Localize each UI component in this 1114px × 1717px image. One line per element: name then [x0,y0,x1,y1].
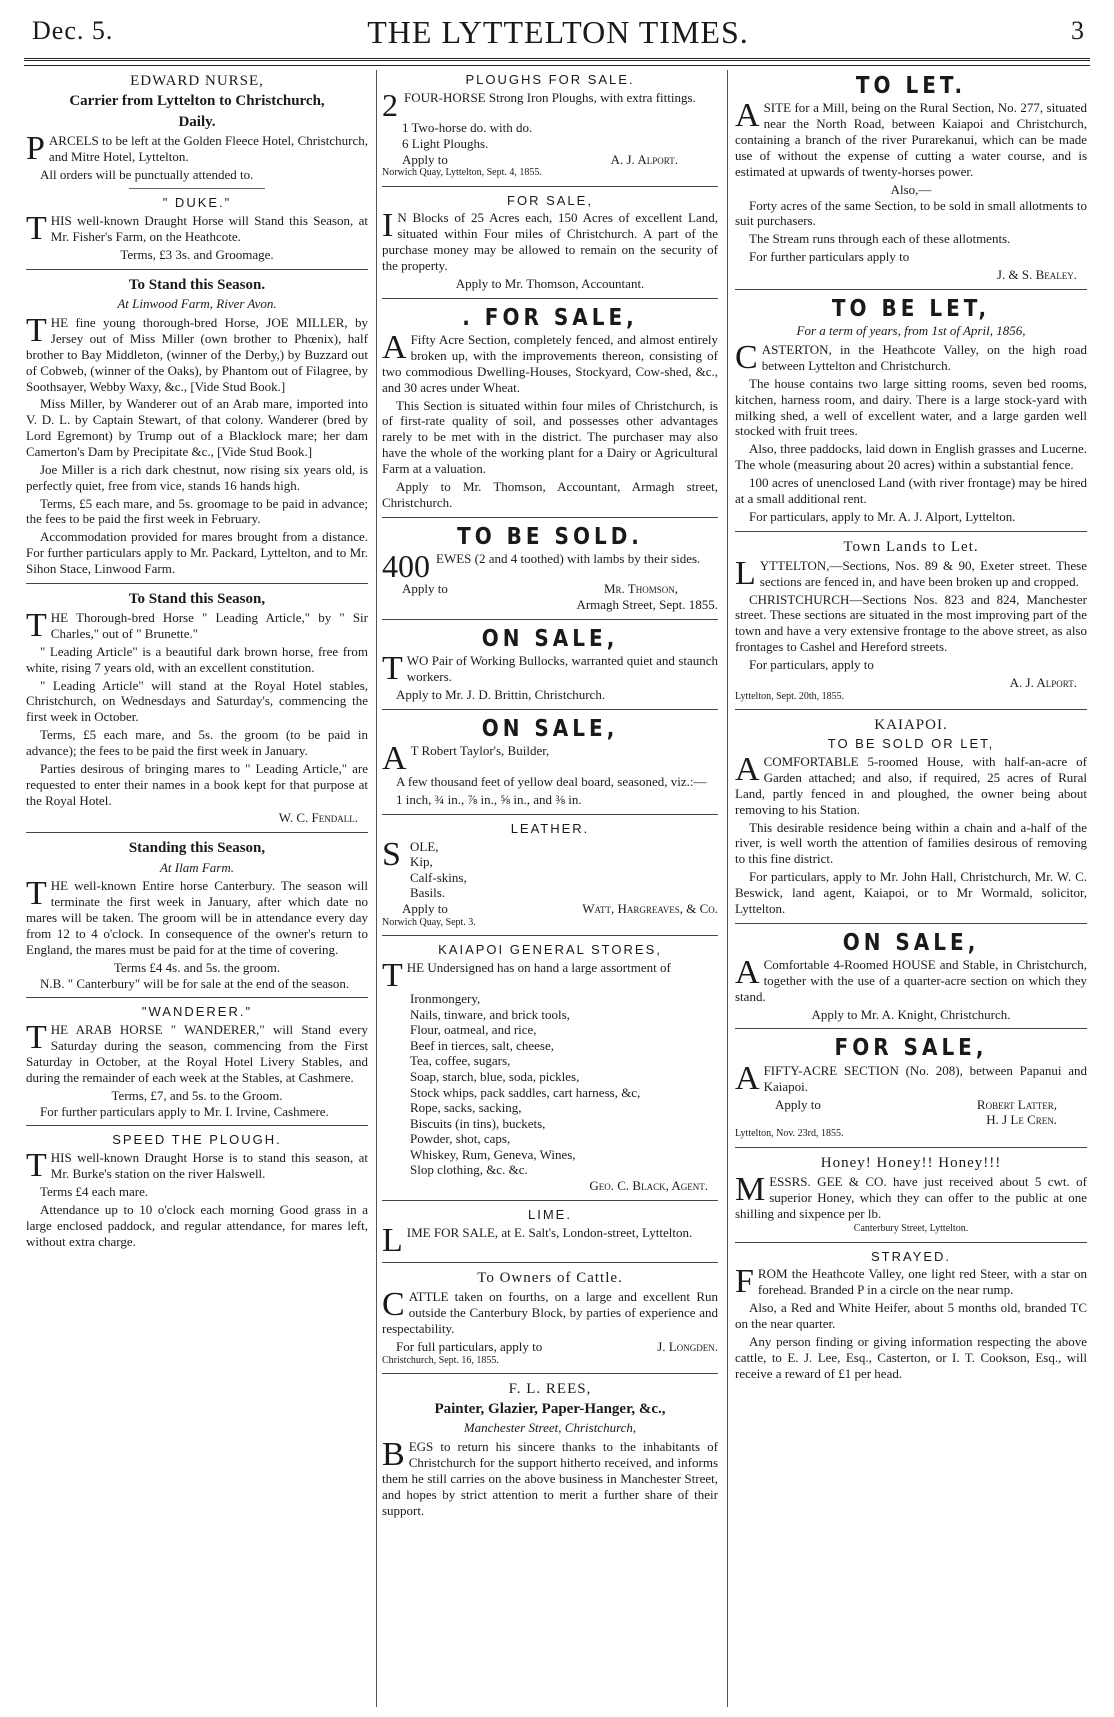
ad-terms: Terms £4 each mare. [40,1184,149,1200]
ad-subheading: At Ilam Farm. [159,859,235,875]
list-item: Ironmongery, [410,990,481,1006]
drop-cap: C [382,1286,405,1324]
column-divider [727,70,728,1707]
ad-lime [382,1206,718,1259]
ad-apply: Apply to [402,581,448,597]
ad-on-sale-board [382,713,718,808]
ad-body: YTTELTON,—Sections, Nos. 89 & 90, Exeter street. These sections are fenced in, and have been broken up and cropped. [759,557,1087,589]
ad-subheading: Manchester Street, Christchurch, [463,1420,637,1436]
ad-body: FOUR-HORSE Strong Iron Ploughs, with extra fittings. [404,89,696,105]
drop-cap: T [26,1019,47,1057]
drop-cap: M [735,1170,766,1208]
ad-body: HE Undersigned has on hand a large assortment of [406,959,671,975]
page-number: 3 [1071,16,1084,45]
divider [382,814,718,815]
drop-cap: T [382,650,403,688]
ad-body: A few thousand feet of yellow deal board, seasoned, viz.:— [396,774,707,790]
list-item: Kip, [410,854,433,870]
ad-heading: FOR SALE, [507,192,593,208]
item-list [382,991,718,1178]
list-item: Soap, starch, blue, soda, pickles, [410,1068,580,1084]
divider [735,289,1087,290]
list-item: Biscuits (in tins), buckets, [410,1115,546,1131]
ad-on-sale-bullocks [382,623,718,703]
drop-cap: A [735,751,760,789]
item-list [382,835,718,901]
list-item: 6 Light Ploughs. [402,135,489,151]
ad-apply: Apply to Mr. Thomson, Accountant. [455,275,645,291]
ad-body: COMFORTABLE 5-roomed House, with half-an-acre of Garden attached; and also, if required, 25 acres of Rural Land, partly fenced in and ploughed, the owner being about removing to his Station. [735,754,1087,817]
ad-body: ATTLE taken on fourths, on a large and excellent Run outside the Canterbury Block, by parties of experience and respectability. [382,1289,718,1336]
ad-body: ESSRS. GEE & CO. have just received about 5 cwt. of superior Honey, which they can offer to the public at one shilling and sixpence per lb. [735,1173,1087,1221]
ad-body: Any person finding or giving information respecting the above cattle, to E. J. Lee, Esq., Casterton, or I. T. Cookson, Esq., will receive a reward of £1 per head. [735,1333,1087,1381]
ad-body: All orders will be punctually attended to. [40,166,254,182]
ad-strayed [735,1249,1087,1382]
ad-heading: ON SALE, [842,927,980,956]
ad-leather [382,821,718,929]
ad-footer: Lyttelton, Nov. 23rd, 1855. [735,1128,844,1140]
ad-subheading: TO BE SOLD OR LET, [827,736,995,752]
divider [26,269,368,270]
ad-apply: Apply to [402,151,448,167]
list-item: Whiskey, Rum, Geneva, Wines, [410,1146,576,1162]
ad-footer: Canterbury Street, Lyttelton. [853,1223,969,1235]
divider [735,1028,1087,1029]
divider [735,923,1087,924]
ad-body: Fifty Acre Section, completely fenced, and almost entirely broken up, with the improvements thereon, consisting of two commodious Dwelling-Houses, Stockyard, Cow-shed, &c., and 30 acres under Wheat. [382,332,718,395]
divider [26,583,368,584]
ad-heading: FOR SALE, [834,1033,988,1062]
divider [735,709,1087,710]
drop-cap: T [26,312,47,350]
ad-apply: Apply to Mr. A. Knight, Christchurch. [811,1006,1011,1022]
column-divider [376,70,377,1707]
ad-signature: Geo. C. Black, Agent. [589,1178,708,1194]
drop-cap: A [382,740,407,778]
drop-cap: P [26,129,45,167]
ad-heading: KAIAPOI. [874,716,948,733]
ad-signature: A. J. Alport. [1009,674,1077,690]
ad-body: For further particulars apply to [749,249,910,265]
ad-body: Terms, £5 each mare, and 5s. the groom (to be paid in advance); the fees to be paid the first week in January. [26,727,368,758]
ad-body: Terms, £5 each mare, and 5s. groomage to be paid in advance; the fees to be paid the first week in February. [26,495,368,527]
ad-body: CHRISTCHURCH—Sections Nos. 823 and 824, Manchester street. These sections are situated in the most improving part of the town and have a very extensive frontage to the above street, as also frontages to Cashel and Hereford streets. [735,591,1087,655]
list-item: Stock whips, pack saddles, cart harness, &c, [410,1084,641,1100]
newspaper-title: THE LYTTELTON TIMES. [367,14,749,50]
ad-body: FIFTY-ACRE SECTION (No. 208), between Papanui and Kaiapoi. [763,1062,1087,1094]
ad-body: 1 inch, ¾ in., ⅞ in., ⅝ in., and ⅜ in. [396,791,582,807]
ad-heading: LEATHER. [510,820,590,836]
drop-cap: A [382,329,407,367]
divider [735,1242,1087,1243]
ad-heading: To Owners of Cattle. [477,1269,623,1286]
ad-leading-article [26,590,368,826]
ad-heading: Town Lands to Let. [843,538,979,555]
ad-body: Miss Miller, by Wanderer out of an Arab mare, imported into V. D. L. by Captain Stewart, of that colony. Wanderer (bred by Lord Egremont) by Trump out of a Blacklock mare; her dam Camerton's Dam by Precipitate &c., [Vide Stud Book.] [26,396,368,459]
ad-body: The house contains two large sitting rooms, seven bed rooms, kitchen, harness room, and dairy. There is a large stock-yard with milking shed, a well of excellent water, and a large garden well stocked with fruit trees. [735,375,1087,439]
drop-cap: L [382,1221,403,1259]
divider [382,935,718,936]
ad-for-sale-blocks [382,193,718,292]
ad-to-be-sold [382,521,718,613]
drop-cap: A [735,954,760,992]
list-item: Beef in tierces, salt, cheese, [410,1037,555,1053]
ad-body: EWES (2 and 4 toothed) with lambs by their sides. [436,551,701,567]
ad-subheading: At Linwood Farm, River Avon. [117,296,277,312]
ad-joe-miller [26,276,368,577]
masthead-rule [24,58,1090,66]
ad-on-sale-house [735,927,1087,1023]
ad-apply: For full particulars, apply to [396,1338,543,1354]
masthead [18,10,1098,52]
ad-wanderer [26,1004,368,1119]
ad-body: ASTERTON, in the Heathcote Valley, on the high road between Lyttelton and Christchurch. [761,342,1087,373]
list-item: Nails, tinware, and brick tools, [410,1006,570,1022]
list-item: Basils. [410,885,446,901]
drop-cap: T [26,1147,47,1185]
ad-cattle [382,1269,718,1367]
ad-body: HIS well-known Draught Horse is to stand this season, at Mr. Burke's station on the river Halswell. [50,1150,368,1182]
drop-cap: 400 [382,548,430,585]
ad-to-let-mill [735,73,1087,283]
ad-heading: EDWARD NURSE, [130,73,264,89]
ad-signature: Robert Latter, [976,1096,1057,1112]
ad-signature: W. C. Fendall. [278,810,358,826]
ad-body: " Leading Article" is a beautiful dark brown horse, free from white, rising 7 years old, with an excellent constitution. [26,643,368,675]
divider [382,619,718,620]
divider [26,997,368,998]
ad-body: HE well-known Entire horse Canterbury. The season will terminate the first week in January, after which date no mares will be taken. The groom will be in attendance every day from 12 to 4 o'clock. In consequence of the owner's return to England, the mares must be paid for at the time of covering. [26,878,368,957]
ad-town-lands [735,538,1087,703]
ad-body: WO Pair of Working Bullocks, warranted quiet and staunch workers. [406,653,718,684]
ad-address: Armagh Street, Sept. 1855. [576,596,718,612]
divider [382,709,718,710]
ad-heading: SPEED THE PLOUGH. [112,1132,282,1148]
ad-signature: J. & S. Bealey. [996,266,1077,282]
ad-heading: ON SALE, [481,713,619,742]
ad-signature: J. Longden. [657,1338,718,1354]
ad-heading: PLOUGHS FOR SALE. [465,72,635,87]
divider [382,1373,718,1374]
ad-heading: TO BE LET, [831,294,991,322]
drop-cap: T [382,956,403,994]
divider [26,1125,368,1126]
issue-date: Dec. 5. [32,16,114,45]
ad-body: SITE for a Mill, being on the Rural Section, No. 277, situated near the North Road, between Kaiapoi and Christchurch, containing a branch of the river Purarekanui, which can be made use of without the expense of cutting a water course, and is estimated at upwards of twenty-horses power. [735,100,1087,179]
list-item: Rope, sacks, sacking, [410,1100,522,1116]
column-1 [26,70,368,1709]
column-2 [382,70,718,1709]
divider [382,298,718,299]
ad-body: ARCELS to be left at the Golden Fleece Hotel, Christchurch, and Mitre Hotel, Lyttelton. [48,132,368,164]
ad-apply: Apply to Mr. J. D. Brittin, Christchurch. [396,686,606,702]
ad-body: Also, three paddocks, laid down in English grasses and Lucerne. The whole (measuring about 20 acres) within a substantial fence. [735,441,1087,473]
divider [735,531,1087,532]
ad-body: HIS well-known Draught Horse will Stand this Season, at Mr. Fisher's Farm, on the Heathcote. [50,213,368,245]
ad-heading: TO LET. [855,71,967,99]
ad-terms: Terms, £7, and 5s. to the Groom. [111,1087,283,1103]
divider [382,1200,718,1201]
list-item: Slop clothing, &c. &c. [410,1162,528,1178]
ad-body: For further particulars apply to Mr. I. Irvine, Cashmere. [40,1103,329,1119]
ad-signature: Watt, Hargreaves, & Co. [582,901,718,917]
ad-body: HE fine young thorough-bred Horse, JOE MILLER, by Jersey out of Miss Miller (own brother to Phœnix), half brother to Bay Middleton, (winner of the Derby,) by Buzzard out of Cobweb, (winner of the Oaks), by Phantom out of Filagree, by Soothsayer, Webby Waxy, &c., [Vide Stud Book.] [26,315,368,394]
ad-signature: H. J Le Cren. [986,1112,1057,1128]
list-item: OLE, [410,838,439,854]
drop-cap: A [735,97,760,135]
ad-footer: Norwich Quay, Lyttelton, Sept. 4, 1855. [382,167,542,179]
ad-subheading: Daily. [178,113,216,130]
list-item: 1 Two-horse do. with do. [402,119,533,135]
ad-edward-nurse [26,72,368,182]
column-3 [735,70,1087,1709]
ad-heading: LIME. [528,1206,572,1222]
ad-body: Attendance up to 10 o'clock each morning Good grass in a large enclosed paddock, and regular attendance, for mares left, without extra charge. [26,1201,368,1249]
drop-cap: S [382,835,401,873]
ad-footer: Norwich Quay, Sept. 3. [382,916,476,928]
ad-heading: "WANDERER." [141,1004,253,1020]
drop-cap: B [382,1436,405,1474]
ad-body: Accommodation provided for mares brought from a distance. For further particulars apply to Mr. Packard, Lyttelton, and to Mr. Sihon Stace, Linwood Farm. [26,529,368,576]
ad-body: Comfortable 4-Roomed HOUSE and Stable, in Christchurch, together with the use of a quarter-acre section on which they stand. [735,957,1087,1004]
list-item: Powder, shot, caps, [410,1131,511,1147]
ad-signature: Mr. Thomson, [603,581,678,597]
ad-body: Forty acres of the same Section, to be sold in small allotments to suit purchasers. [735,197,1087,229]
ad-canterbury [26,839,368,991]
ad-rees [382,1380,718,1521]
list-item: Tea, coffee, sugars, [410,1053,511,1069]
drop-cap: L [735,554,756,592]
ad-heading: . FOR SALE, [462,302,638,331]
ad-body: For particulars, apply to Mr. A. J. Alport, Lyttelton. [749,508,1016,524]
ad-subheading: For a term of years, from 1st of April, 1856, [796,323,1026,339]
ad-body: Also,— [890,181,932,197]
ad-for-sale-section [382,302,718,511]
ad-heading: To Stand this Season, [128,590,266,607]
ad-body: Apply to Mr. Thomson, Accountant, Armagh street, Christchurch. [382,478,718,510]
ad-body: This Section is situated within four miles of Christchurch, is of first-rate quality of soil, and possesses other advantages rarely to be met with in the district. The purchaser may also have the whole of the working plant for a Dairy or Agricultural Farm at a valuation. [382,397,718,477]
ad-heading: F. L. REES, [508,1380,592,1397]
ad-heading: Honey! Honey!! Honey!!! [820,1154,1002,1171]
drop-cap: T [26,875,47,913]
ad-duke [26,195,368,262]
drop-cap: 2 [382,86,398,123]
ad-body: For particulars, apply to Mr. John Hall, Christchurch, Mr. W. C. Beswick, land agent, Kaiapoi, or to Mr Wormald, solicitor, Lyttelton. [735,869,1087,916]
ad-body: Also, a Red and White Heifer, about 5 months old, branded TC on the near quarter. [735,1300,1087,1331]
drop-cap: C [735,339,758,377]
ad-body: Joe Miller is a rich dark chestnut, now rising six years old, is perfectly quiet, free from vice, stands 16 hands high. [26,461,368,493]
ad-body: The Stream runs through each of these allotments. [749,231,1011,247]
drop-cap: I [382,207,394,245]
list-item: Calf-skins, [410,869,467,885]
ad-apply: Apply to [775,1096,821,1112]
ad-kaiapoi-stores [382,942,718,1194]
ad-footer: Lyttelton, Sept. 20th, 1855. [735,690,845,702]
drop-cap: F [735,1263,754,1301]
ad-body: IME FOR SALE, at E. Salt's, London-street, Lyttelton. [406,1224,693,1240]
ad-terms: Terms, £3 3s. and Groomage. [120,247,274,263]
ad-terms: Terms £4 4s. and 5s. the groom. [113,959,281,975]
ad-heading: " DUKE." [162,195,232,211]
ad-honey [735,1154,1087,1236]
drop-cap: T [26,210,47,248]
ad-subheading: Carrier from Lyttelton to Christchurch, [69,93,325,110]
ad-heading: To Stand this Season. [128,276,266,293]
ad-kaiapoi-house [735,716,1087,917]
ad-body: HE ARAB HORSE " WANDERER," will Stand every Saturday during the season, commencing from the First Saturday in October, at the Royal Hotel Livery Stables, and during the remainder of each week at the Stables, at Cashmere. [26,1022,368,1085]
ad-signature: A. J. Alport. [610,151,678,167]
ad-body: N Blocks of 25 Acres each, 150 Acres of excellent Land, situated within Four miles of Christchurch. A part of the purchase money may be allowed to remain on the security of the property. [382,210,718,274]
divider [735,1147,1087,1148]
ad-heading: Standing this Season, [128,840,266,857]
ad-body: N.B. " Canterbury" will be for sale at the end of the season. [40,975,350,991]
ad-body: T Robert Taylor's, Builder, [410,743,550,759]
ad-for-sale-fifty-acre [735,1035,1087,1140]
ad-body: Parties desirous of bringing mares to " Leading Article," are requested to enter their names in a book kept for that purpose at the Royal Hotel. [26,760,368,808]
list-item: Flour, oatmeal, and rice, [410,1022,537,1038]
ad-body: ROM the Heathcote Valley, one light red Steer, with a star on forehead. Branded P in a circle on the near rump. [757,1266,1087,1298]
ad-heading: KAIAPOI GENERAL STORES, [438,942,662,958]
ad-speed-the-plough [26,1132,368,1249]
ad-apply: Apply to [402,901,448,917]
ad-footer: Christchurch, Sept. 16, 1855. [382,1354,499,1366]
ad-heading: STRAYED. [870,1248,952,1264]
ad-body: For particulars, apply to [749,657,874,672]
ad-body: 100 acres of unenclosed Land (with river frontage) may be hired at a small additional rent. [735,474,1087,506]
ad-body: " Leading Article" will stand at the Royal Hotel stables, Christchurch, on Wednesdays and Saturday's, commencing the first week in October. [26,677,368,725]
divider [129,188,266,189]
ad-subheading: Painter, Glazier, Paper-Hanger, &c., [434,1401,666,1418]
divider [26,832,368,833]
ad-body: EGS to return his sincere thanks to the inhabitants of Christchurch for the support hitherto received, and informs them he still carries on the above business in Manchester Street, and hopes by strict attention to merit a further share of their support. [382,1439,718,1518]
ad-to-be-let-casterton [735,296,1087,525]
divider [382,186,718,187]
ad-heading: ON SALE, [481,623,619,652]
ad-body: HE Thorough-bred Horse " Leading Article," by " Sir Charles," out of " Brunette." [50,610,368,641]
drop-cap: A [735,1059,760,1097]
ad-ploughs [382,72,718,180]
ad-body: This desirable residence being within a chain and a-half of the river, is well worth the attention of families desirous of removing to this fine district. [735,819,1087,867]
divider [382,517,718,518]
divider [382,1262,718,1263]
drop-cap: T [26,607,47,645]
ad-heading: TO BE SOLD. [457,521,643,550]
